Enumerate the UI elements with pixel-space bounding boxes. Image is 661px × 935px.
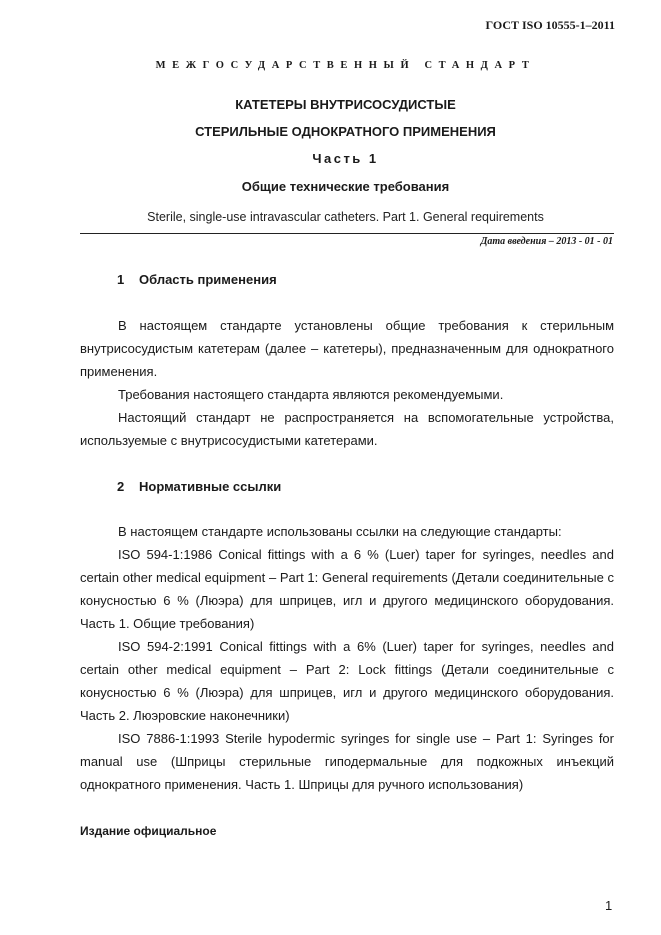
section-1-paragraph-1: В настоящем стандарте установлены общие требования к стерильным внутрисосудистым катетерам (далее – катетеры), предназначенным для однократного применения. bbox=[80, 318, 614, 379]
document-code: ГОСТ ISO 10555-1–2011 bbox=[485, 18, 615, 32]
section-1-paragraph-2: Требования настоящего стандарта являются рекомендуемыми. bbox=[118, 387, 504, 402]
section-1-title: Область применения bbox=[139, 272, 277, 287]
section-2-number: 2 bbox=[117, 479, 125, 494]
title-line-1: КАТЕТЕРЫ ВНУТРИСОСУДИСТЫЕ bbox=[235, 97, 456, 112]
official-edition-label: Издание официальное bbox=[80, 824, 217, 838]
interstate-standard-label: МЕЖГОСУДАРСТВЕННЫЙ СТАНДАРТ bbox=[155, 60, 536, 71]
title-line-2: СТЕРИЛЬНЫЕ ОДНОКРАТНОГО ПРИМЕНЕНИЯ bbox=[195, 124, 496, 139]
reference-iso-594-1: ISO 594-1:1986 Conical fittings with a 6 % (Luer) taper for syringes, needles and certain other medical equipment – Part 1: General requirements (Детали соединительные с конусностью 6 % (Люэра) для шприцев, игл и другого медицинского оборудования. Часть 1. Общие требования) bbox=[80, 547, 614, 631]
title-divider bbox=[80, 233, 614, 234]
part-label: Часть 1 bbox=[312, 151, 379, 166]
section-1-paragraph-3: Настоящий стандарт не распространяется на вспомогательные устройства, используемые с внутрисосудистыми катетерами. bbox=[80, 410, 614, 448]
reference-iso-7886-1: ISO 7886-1:1993 Sterile hypodermic syringes for single use – Part 1: Syringes for manual use (Шприцы стерильные гиподермальные для подкожных инъекций однократного применения. Часть 1. Шприцы для ручного использования) bbox=[80, 731, 614, 792]
section-2-paragraph-1: В настоящем стандарте использованы ссылки на следующие стандарты: bbox=[118, 524, 562, 539]
introduction-date: Дата введения – 2013 - 01 - 01 bbox=[480, 236, 613, 247]
section-1-number: 1 bbox=[117, 272, 125, 287]
section-1-heading bbox=[117, 272, 277, 287]
page-number: 1 bbox=[605, 898, 613, 913]
english-title: Sterile, single-use intravascular catheters. Part 1. General requirements bbox=[147, 210, 544, 224]
subtitle: Общие технические требования bbox=[241, 179, 450, 194]
section-2-heading bbox=[117, 479, 281, 494]
reference-iso-594-2: ISO 594-2:1991 Conical fittings with a 6% (Luer) taper for syringes, needles and certain other medical equipment – Part 2: Lock fittings (Детали соединительные с конусностью 6 % (Люэра) для шприцев, игл и другого медицинского оборудования. Часть 2. Люэровские наконечники) bbox=[80, 639, 614, 723]
section-2-title: Нормативные ссылки bbox=[139, 479, 282, 494]
